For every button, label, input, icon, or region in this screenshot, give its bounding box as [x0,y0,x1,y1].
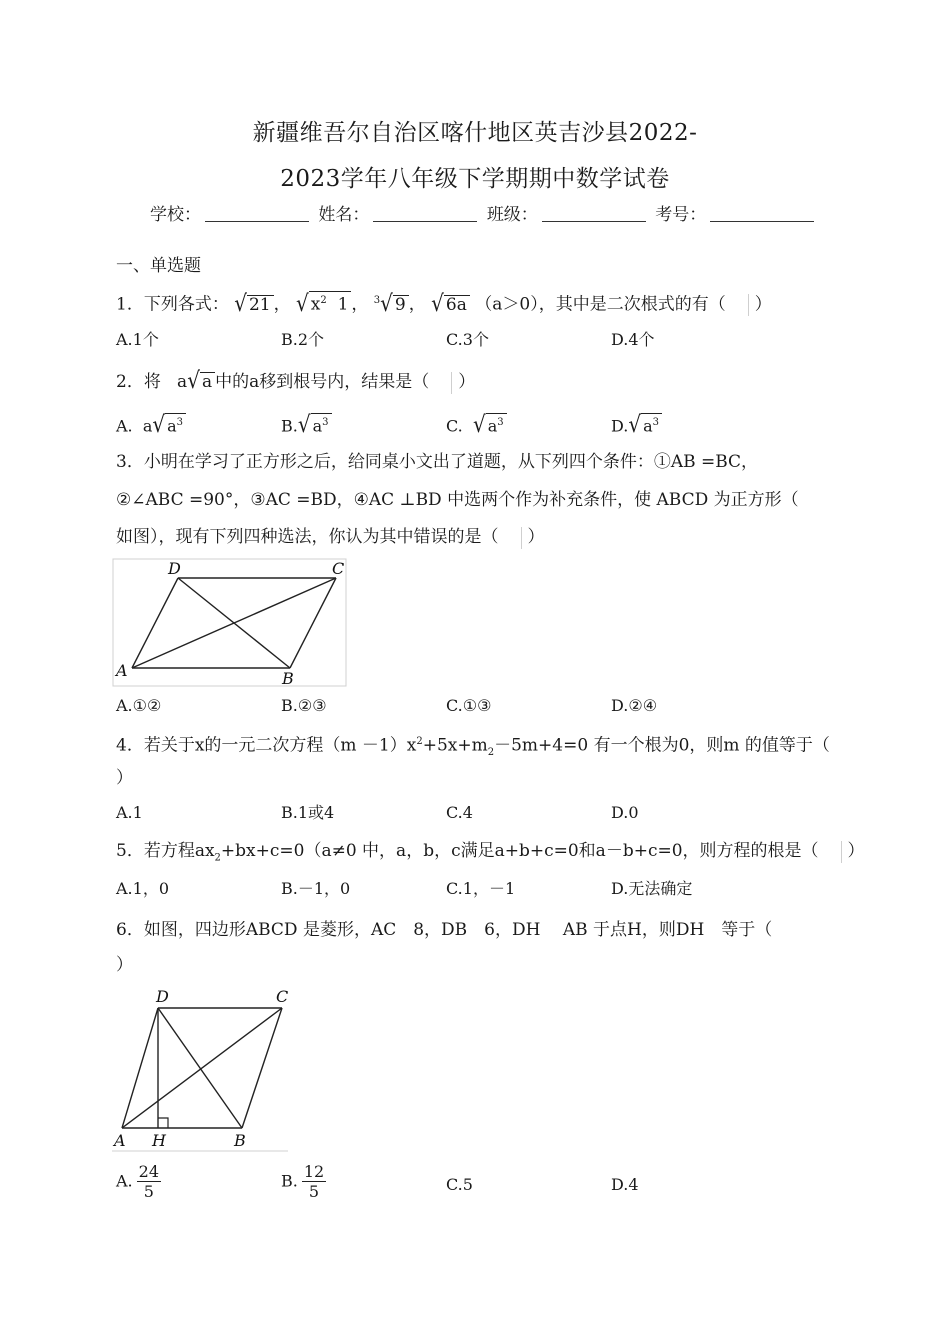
q1-r2-const: 1 [337,294,349,315]
q1-suffix: （a＞0），其中是二次根式的有（ [475,294,726,315]
q2-c-label: C. [446,416,463,436]
q4-option-d[interactable]: D.0 [611,803,639,822]
q6-b-label: B. [281,1171,298,1191]
q2-c-base: a [487,416,498,436]
student-info [150,200,818,225]
q4-exp: 2 [416,736,423,747]
q2-d-radicand [641,413,662,435]
question-3-line-1: 3．小明在学习了正方形之后，给同桌小文出了道题，从下列四个条件：①AB =BC， [116,452,759,472]
q6-a-label: A. [116,1171,133,1191]
sqrt-icon: √ [472,410,486,439]
q1-option-a[interactable]: A.1个 [116,330,159,349]
q1-r2-exp: 2 [320,295,327,306]
q6-label-h: H [152,1131,166,1150]
q1-sep: ， [351,294,369,315]
q4-sub: 2 [487,747,495,759]
q2-radicand: a [200,372,215,391]
name-field[interactable] [373,205,477,222]
q1-radicand-2 [309,291,352,314]
question-6: 6．如图，四边形ABCD 是菱形，AC 8，DB 6，DH AB 于点H，则DH 等于（ [116,920,773,940]
q4-close: ） [116,768,133,788]
q4-option-b[interactable]: B.1或4 [281,803,335,822]
q5-answer-blank[interactable] [819,841,842,863]
q6-rhombus-figure [112,984,292,1154]
sqrt-icon: √ [628,410,642,439]
q2-option-c[interactable] [446,410,507,439]
q1-radicand-4: 6a [444,295,470,314]
q1-option-c[interactable]: C.3个 [446,330,489,349]
sqrt-icon: √ [431,288,444,317]
school-label: 学校： [150,205,201,225]
q2-a-radicand [165,413,186,435]
question-3-line-3 [116,525,545,549]
q3-close: ） [527,527,545,547]
q2-a-base: a [167,416,177,436]
q3-option-d[interactable]: D.②④ [611,696,658,715]
q6-label-b: B [234,1131,246,1150]
name-label: 姓名： [318,205,370,225]
q2-b-radicand [311,413,332,435]
q5-close: ） [847,841,865,861]
exam-title-line1: 新疆维吾尔自治区喀什地区英吉沙县2022- [252,120,698,146]
q3-parallelogram-figure [112,558,348,688]
question-3-line-2: ②∠ABC =90°，③AC =BD，④AC ⊥BD 中选两个作为补充条件，使 ABCD 为正方形（ [116,490,799,510]
q1-close: ） [754,294,772,315]
q2-option-b[interactable] [281,410,332,439]
q6-b-numerator: 12 [303,1162,325,1181]
q6-b-denominator: 5 [308,1182,320,1201]
q2-b-label: B. [281,416,298,436]
q3-line3-text: 如图），现有下列四种选法，你认为其中错误的是（ [116,527,499,547]
q2-d-base: a [643,416,653,436]
q3-label-c: C [332,559,345,578]
q5-text-2: +bx+c=0（a≠0 中，a，b，c满足a+b+c=0和a－b+c=0，则方程的根是（ [220,841,819,861]
q6-a-denominator: 5 [143,1182,154,1201]
q4-text-1: 4．若关于x的一元二次方程（m －1）x [116,735,417,756]
q3-label-b: B [282,669,294,688]
q6-option-a[interactable] [116,1162,161,1201]
q1-cube-index: 3 [373,295,381,306]
q2-a-exp: 3 [176,417,184,428]
class-label: 班级： [486,205,538,225]
sqrt-icon: √ [297,410,311,439]
cbrt-icon: √ [380,288,393,317]
question-1 [116,289,772,317]
q3-option-a[interactable]: A.①② [116,696,162,715]
q3-label-a: A [116,661,128,680]
exam-title-line2: 2023学年八年级下学期期中数学试卷 [280,166,670,192]
q6-a-fraction [137,1162,161,1201]
section-heading: 一、单选题 [116,256,201,276]
class-field[interactable] [542,205,646,222]
q6-close: ） [116,955,133,975]
q1-r2-base: x [310,294,321,315]
q2-d-label: D. [611,416,629,436]
q3-answer-blank[interactable] [499,527,522,549]
q2-a-coef: a [142,416,153,436]
q3-option-c[interactable]: C.①③ [446,696,492,715]
q6-a-numerator: 24 [138,1162,159,1181]
sqrt-icon: √ [296,288,309,317]
q2-c-exp: 3 [497,417,504,428]
school-field[interactable] [205,205,309,222]
q6-label-a: A [114,1131,126,1150]
id-label: 考号： [655,205,707,225]
q5-option-a[interactable]: A.1，0 [116,879,170,898]
q2-close: ） [458,372,476,392]
q1-radicand-3: 9 [393,295,409,314]
q4-option-c[interactable]: C.4 [446,803,473,822]
q6-option-b[interactable] [281,1162,326,1201]
q5-sub: 2 [214,852,221,864]
q2-b-base: a [312,416,323,436]
q2-d-exp: 3 [652,417,660,428]
q1-radicand-1: 21 [247,295,274,314]
question-2 [116,368,475,394]
q2-answer-blank[interactable] [429,372,452,394]
q6-b-fraction [302,1162,326,1201]
question-5 [116,839,865,870]
q6-label-d: D [156,987,169,1006]
q6-label-c: C [276,987,289,1006]
q6-option-d[interactable]: D.4 [611,1175,639,1194]
q1-sep: ， [273,294,291,315]
q3-option-b[interactable]: B.②③ [281,696,327,715]
sqrt-icon: √ [187,366,200,394]
q2-b-exp: 3 [322,417,329,428]
q1-option-b[interactable]: B.2个 [281,330,325,349]
q2-suffix: 中的a移到根号内，结果是（ [215,372,430,392]
q5-option-d[interactable]: D.无法确定 [611,879,693,898]
q2-option-a[interactable] [116,410,186,439]
sqrt-icon: √ [152,410,166,439]
q6-option-c[interactable]: C.5 [446,1175,473,1194]
q2-option-d[interactable] [611,410,662,439]
q5-option-c[interactable]: C.1，－1 [446,879,516,898]
q1-prefix: 1．下列各式： [116,294,229,315]
q1-answer-blank[interactable] [726,294,749,316]
q4-text-2: +5x+m [422,735,488,756]
q1-option-d[interactable]: D.4个 [611,330,655,349]
q2-a-label: A. [116,416,133,436]
q1-sep: ， [408,294,426,315]
q5-text-1: 5．若方程ax [116,841,215,861]
q2-coef: a [177,372,188,392]
q4-text-3: －5m+4=0 有一个根为0，则m 的值等于（ [494,735,830,756]
id-field[interactable] [710,205,814,222]
q2-c-radicand [486,413,507,435]
q4-option-a[interactable]: A.1 [116,803,143,822]
question-4 [116,730,830,765]
q2-prefix: 2．将 [116,372,161,392]
q5-option-b[interactable]: B.－1，0 [281,879,351,898]
q3-label-d: D [168,559,181,578]
sqrt-icon: √ [234,288,247,317]
